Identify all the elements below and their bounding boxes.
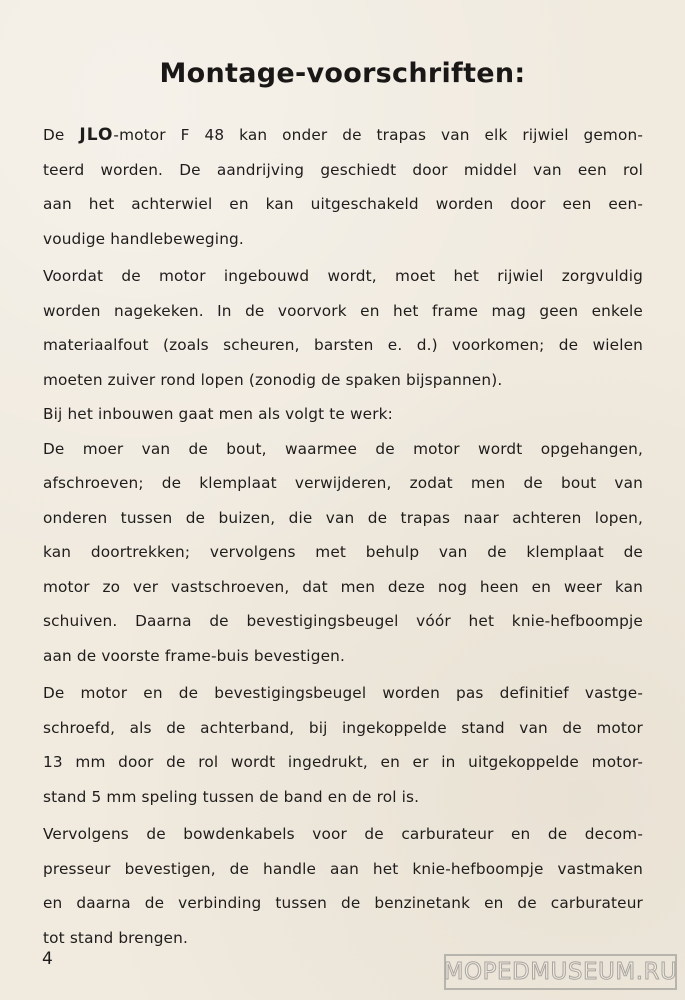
text-line: kan doortrekken; vervolgens met behulp van de klemplaat de — [43, 543, 643, 561]
text-line: Bij het inbouwen gaat men als volgt te werk: — [43, 405, 393, 423]
text-line: materiaalfout (zoals scheuren, barsten e. d.) voorkomen; de wielen — [43, 336, 643, 354]
text-line: presseur bevestigen, de handle aan het knie-hefboompje vastmaken — [43, 859, 643, 878]
text-line: De moer van de bout, waarmee de motor wordt opgehangen, — [43, 439, 643, 458]
paragraph-1 — [43, 118, 643, 256]
text-line: stand 5 mm speling tussen de band en de rol is. — [43, 787, 420, 806]
text-line: afschroeven; de klemplaat verwijderen, zodat men de bout van — [43, 474, 643, 492]
text-line: Voordat de motor ingebouwd wordt, moet het rijwiel zorgvuldig — [43, 267, 643, 285]
text-line: De JLO-motor F 48 kan onder de trapas van elk rijwiel gemon- — [43, 125, 643, 145]
text-line: moeten zuiver rond lopen (zonodig de spaken bijspannen). — [43, 370, 503, 389]
text-line: tot stand brengen. — [43, 928, 188, 947]
text-line: en daarna de verbinding tussen de benzinetank en de carburateur — [43, 894, 643, 912]
text-line: voudige handlebeweging. — [43, 229, 244, 248]
watermark-logo: MOPEDMUSEUM.RU — [444, 954, 677, 990]
text-line: worden nagekeken. In de voorvork en het frame mag geen enkele — [43, 301, 643, 320]
text-line: De motor en de bevestigingsbeugel worden pas definitief vastge- — [43, 684, 643, 702]
paragraph-5 — [43, 817, 643, 955]
text-line: motor zo ver vastschroeven, dat men deze nog heen en weer kan — [43, 577, 643, 596]
body-text — [43, 118, 643, 955]
text-line: aan het achterwiel en kan uitgeschakeld worden door een een- — [43, 195, 643, 213]
text-line: onderen tussen de buizen, die van de trapas naar achteren lopen, — [43, 508, 643, 527]
text-line: schroefd, als de achterband, bij ingekoppelde stand van de motor — [43, 718, 643, 737]
text-line: 13 mm door de rol wordt ingedrukt, en er in uitgekoppelde motor- — [43, 753, 643, 771]
brand-name: JLO — [79, 125, 114, 145]
text-line: aan de voorste frame-buis bevestigen. — [43, 646, 345, 665]
paragraph-4 — [43, 676, 643, 814]
text-line: schuiven. Daarna de bevestigingsbeugel vóór het knie-hefboompje — [43, 612, 643, 630]
text-line: Vervolgens de bowdenkabels voor de carburateur en de decom- — [43, 825, 643, 843]
page-title: Montage-voorschriften: — [159, 58, 526, 89]
paragraph-2 — [43, 259, 643, 397]
text-line: teerd worden. De aandrijving geschiedt door middel van een rol — [43, 160, 643, 179]
paragraph-3 — [43, 397, 643, 673]
page-number: 4 — [42, 949, 53, 969]
